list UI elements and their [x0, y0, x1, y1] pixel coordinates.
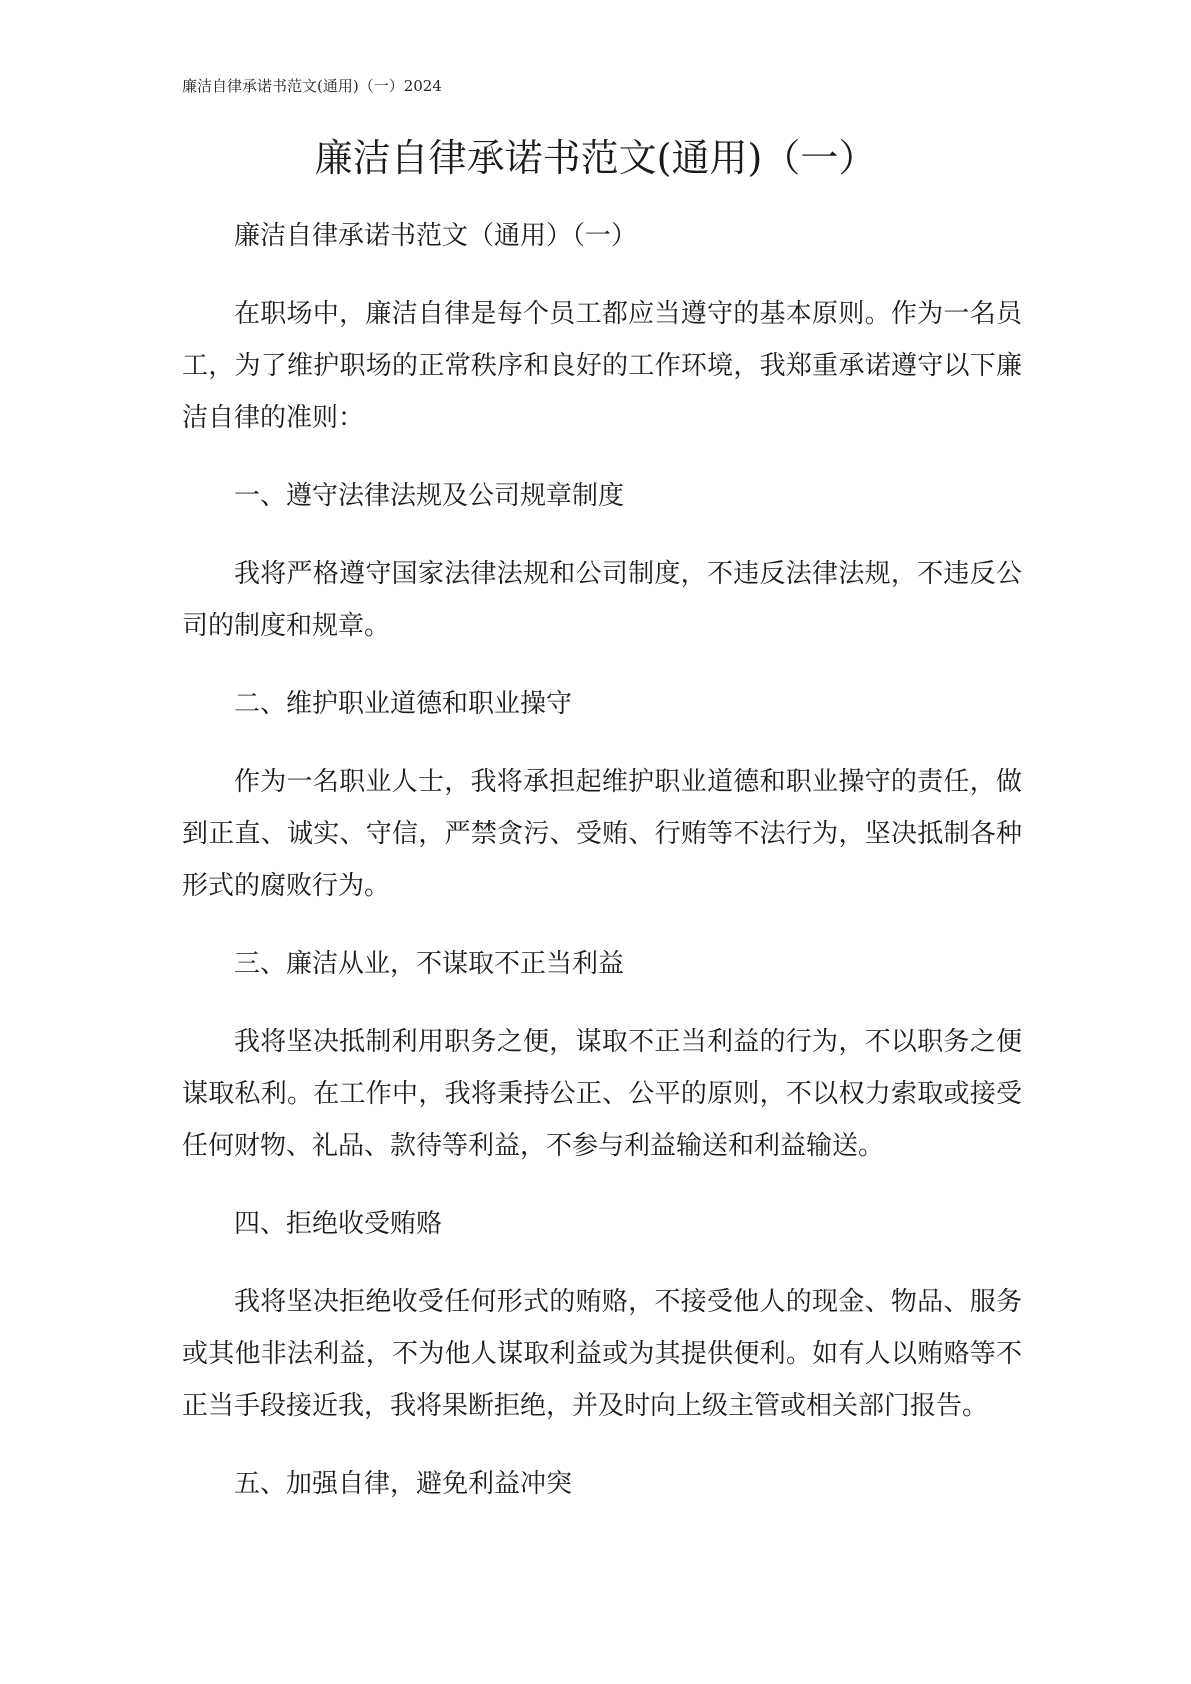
section-heading-5: 五、加强自律，避免利益冲突 — [234, 1469, 573, 1499]
document-title: 廉洁自律承诺书范文(通用)（一） — [314, 136, 877, 180]
section-body-3: 我将坚决抵制利用职务之便，谋取不正当利益的行为，不以职务之便谋取私利。在工作中，我将秉持公正、公平的原则，不以权力索取或接受任何财物、礼品、款待等利益，不参与利益输送和利益输送。 — [182, 1027, 1022, 1161]
section-heading-2: 二、维护职业道德和职业操守 — [234, 689, 573, 719]
section-body-4: 我将坚决拒绝收受任何形式的贿赂，不接受他人的现金、物品、服务或其他非法利益，不为他人谋取利益或为其提供便利。如有人以贿赂等不正当手段接近我，我将果断拒绝，并及时向上级主管或相关部门报告。 — [182, 1287, 1022, 1421]
section-heading-3: 三、廉洁从业，不谋取不正当利益 — [234, 949, 625, 979]
running-header: 廉洁自律承诺书范文(通用)（一）2024 — [182, 77, 442, 95]
paragraph-subtitle: 廉洁自律承诺书范文（通用）（一） — [234, 221, 638, 251]
paragraph-intro: 在职场中，廉洁自律是每个员工都应当遵守的基本原则。作为一名员工，为了维护职场的正常秩序和良好的工作环境，我郑重承诺遵守以下廉洁自律的准则： — [182, 299, 1022, 433]
section-heading-4: 四、拒绝收受贿赂 — [234, 1209, 443, 1239]
document-body — [182, 210, 1022, 1536]
section-heading-1: 一、遵守法律法规及公司规章制度 — [234, 481, 625, 511]
section-body-2: 作为一名职业人士，我将承担起维护职业道德和职业操守的责任，做到正直、诚实、守信，严禁贪污、受贿、行贿等不法行为，坚决抵制各种形式的腐败行为。 — [182, 767, 1022, 901]
section-body-1: 我将严格遵守国家法律法规和公司制度，不违反法律法规，不违反公司的制度和规章。 — [182, 559, 1022, 641]
